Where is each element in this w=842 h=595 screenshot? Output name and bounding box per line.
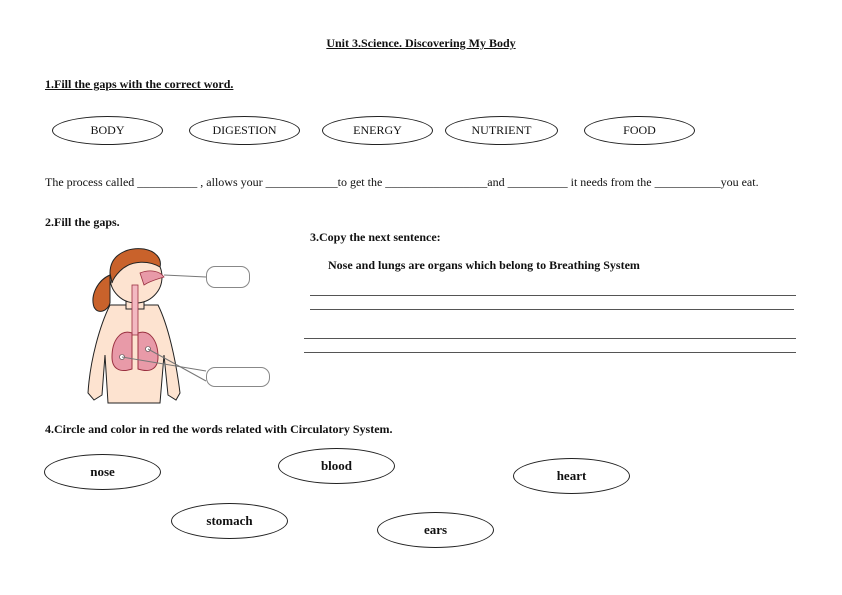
sentence-text: , allows your (197, 175, 266, 189)
writing-line[interactable] (304, 338, 796, 339)
word-label: ENERGY (353, 123, 402, 137)
word-oval-food (584, 116, 695, 145)
word-oval-blood[interactable] (278, 448, 395, 484)
word-label: BODY (90, 123, 125, 137)
word-label: heart (556, 468, 587, 483)
writing-line[interactable] (310, 309, 794, 310)
writing-line[interactable] (310, 295, 796, 296)
word-oval-body (52, 116, 163, 145)
fill-gap-sentence (45, 175, 805, 190)
sentence-text: and (487, 175, 508, 189)
gap-blank[interactable]: __________ (507, 175, 568, 189)
gap-blank[interactable]: ___________ (654, 175, 721, 189)
word-label: DIGESTION (212, 123, 277, 137)
label-box-nose[interactable] (206, 266, 250, 288)
word-oval-stomach[interactable] (171, 503, 288, 539)
sentence-text: it needs from the (567, 175, 655, 189)
gap-blank[interactable]: _________________ (385, 175, 488, 189)
gap-blank[interactable]: ____________ (265, 175, 338, 189)
section3-heading: 3.Copy the next sentence: (310, 230, 441, 244)
writing-line[interactable] (304, 352, 796, 353)
copy-sentence: Nose and lungs are organs which belong to Breathing System (328, 258, 640, 272)
section4-heading: 4.Circle and color in red the words related with Circulatory System. (45, 422, 393, 436)
sentence-text: you eat. (720, 175, 759, 189)
word-oval-ears[interactable] (377, 512, 494, 548)
word-oval-energy (322, 116, 433, 145)
sentence-text: The process called (45, 175, 138, 189)
word-oval-nutrient (445, 116, 558, 145)
word-label: blood (320, 458, 353, 473)
label-box-lungs[interactable] (206, 367, 270, 387)
word-oval-heart[interactable] (513, 458, 630, 494)
word-label: NUTRIENT (471, 123, 532, 137)
page-title: Unit 3.Science. Discovering My Body (326, 36, 516, 50)
sentence-text: to get the (337, 175, 386, 189)
gap-blank[interactable]: __________ (137, 175, 198, 189)
word-oval-nose[interactable] (44, 454, 161, 490)
word-label: ears (423, 522, 448, 537)
section2-heading: 2.Fill the gaps. (45, 215, 120, 229)
word-oval-digestion (189, 116, 300, 145)
word-label: nose (90, 464, 115, 479)
word-label: FOOD (623, 123, 656, 137)
section1-heading: 1.Fill the gaps with the correct word. (45, 77, 234, 91)
word-label: stomach (206, 513, 253, 528)
